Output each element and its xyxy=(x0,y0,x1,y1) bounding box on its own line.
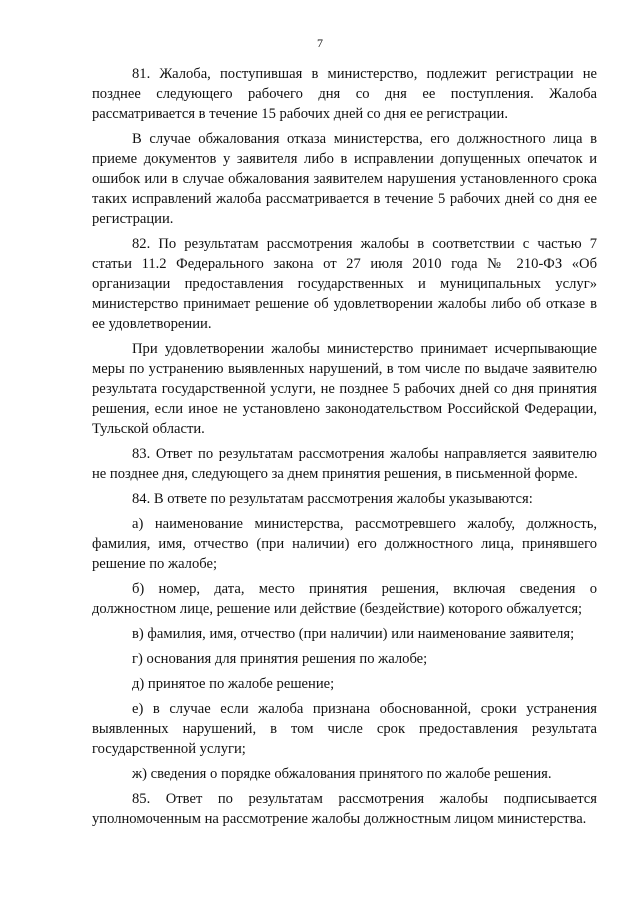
document-body xyxy=(92,64,597,829)
list-item-g: г) основания для принятия решения по жалобе; xyxy=(132,651,428,667)
paragraph-82-satisfaction: При удовлетворении жалобы министерство принимает исчерпывающие меры по устранению выявленных нарушений, в том числе по выдаче заявителю результата государственной услуги, не позднее 5 рабочих дней со дня принятия решения, если иное не установлено законодательством Российской Федерации, Тульской области. xyxy=(92,341,597,437)
page-number: 7 xyxy=(317,36,323,50)
list-item-v: в) фамилия, имя, отчество (при наличии) или наименование заявителя; xyxy=(132,626,575,642)
paragraph-81-refusal: В случае обжалования отказа министерства, его должностного лица в приеме документов у заявителя либо в исправлении допущенных опечаток и ошибок или в случае обжалования заявителем нарушения установленного срока таких исправлений жалоба рассматривается в течение 5 рабочих дней со дня ее регистрации. xyxy=(92,131,597,227)
list-item-b: б) номер, дата, место принятия решения, включая сведения о должностном лице, решение или действие (бездействие) которого обжалуется; xyxy=(92,581,597,617)
paragraph-84: 84. В ответе по результатам рассмотрения жалобы указываются: xyxy=(132,491,533,507)
paragraph-85: 85. Ответ по результатам рассмотрения жалобы подписывается уполномоченным на рассмотрение жалобы должностным лицом министерства. xyxy=(92,791,597,827)
list-item-d: д) принятое по жалобе решение; xyxy=(132,676,335,692)
paragraph-81: 81. Жалоба, поступившая в министерство, подлежит регистрации не позднее следующего рабочего дня со дня ее поступления. Жалоба рассматривается в течение 15 рабочих дней со дня ее регистрации. xyxy=(92,66,597,122)
list-item-a: а) наименование министерства, рассмотревшего жалобу, должность, фамилия, имя, отчество (при наличии) его должностного лица, принявшего решение по жалобе; xyxy=(92,516,597,572)
list-item-zh: ж) сведения о порядке обжалования принятого по жалобе решения. xyxy=(132,766,552,782)
list-item-e: е) в случае если жалоба признана обоснованной, сроки устранения выявленных нарушений, в том числе срок предоставления результата государственной услуги; xyxy=(92,701,597,757)
paragraph-82: 82. По результатам рассмотрения жалобы в соответствии с частью 7 статьи 11.2 Федерального закона от 27 июля 2010 года № 210-ФЗ «Об организации предоставления государственных и муниципальных услуг» министерство принимает решение об удовлетворении жалобы либо об отказе в ее удовлетворении. xyxy=(92,236,597,332)
paragraph-83: 83. Ответ по результатам рассмотрения жалобы направляется заявителю не позднее дня, следующего за днем принятия решения, в письменной форме. xyxy=(92,446,597,482)
